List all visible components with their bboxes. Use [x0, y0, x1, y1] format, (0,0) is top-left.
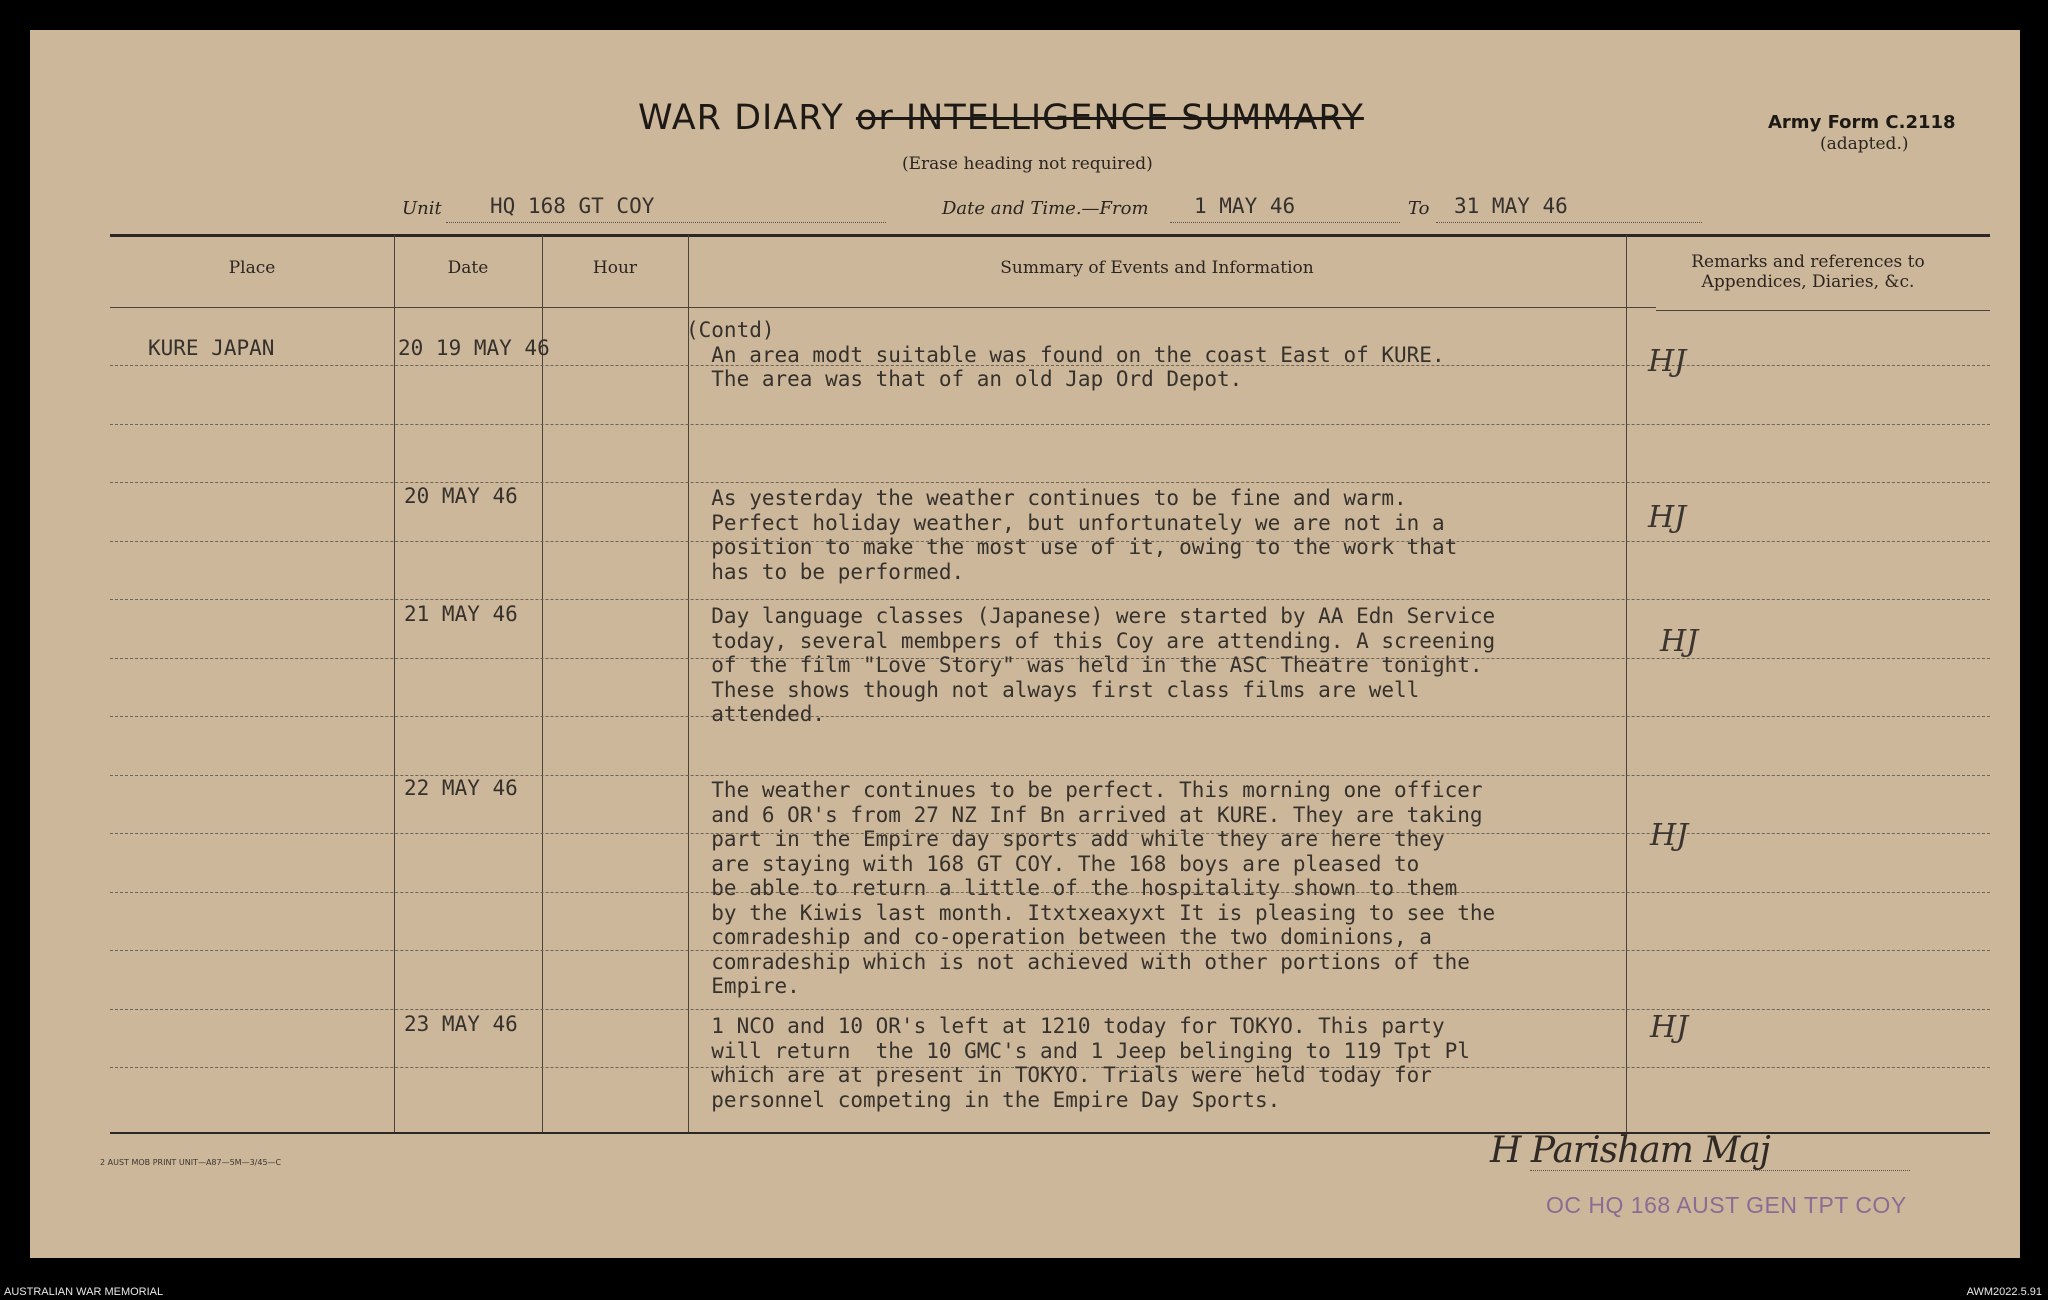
- title-main: WAR DIARY: [638, 98, 844, 138]
- entry-summary: [686, 604, 1495, 727]
- summary-line: 1 NCO and 10 OR's left at 1210 today for TOKYO. This party: [686, 1014, 1445, 1038]
- title-struck: or INTELLIGENCE SUMMARY: [855, 98, 1364, 138]
- signature-line: [1530, 1170, 1910, 1171]
- col-header-remarks: [1626, 252, 1990, 292]
- summary-line: and 6 OR's from 27 NZ Inf Bn arrived at KURE. They are taking: [686, 802, 1483, 827]
- summary-line: These shows though not always first class films are well: [686, 677, 1420, 702]
- header-bottom-rule: [110, 307, 1656, 308]
- summary-line: Day language classes (Japanese) were started by AA Edn Service: [686, 604, 1496, 628]
- summary-line: An area modt suitable was found on the coast East of KURE.: [686, 342, 1445, 367]
- col-header-summary: Summary of Events and Information: [1000, 258, 1314, 278]
- summary-line: part in the Empire day sports add while they are here they: [686, 827, 1445, 851]
- form-number: Army Form C.2118: [1768, 112, 1956, 133]
- date-from-value: 1 MAY 46: [1194, 194, 1296, 218]
- date-to-label: To: [1408, 198, 1430, 219]
- summary-line: (Contd): [686, 318, 775, 342]
- date-from-label: Date and Time.—From: [942, 198, 1149, 219]
- ruling-line: [110, 424, 1990, 425]
- unit-label: Unit: [402, 198, 442, 219]
- form-adapted: (adapted.): [1820, 134, 1909, 154]
- ruling-line: [110, 599, 1990, 600]
- col-divider-summary: [1626, 235, 1627, 1132]
- diary-page: [30, 30, 2020, 1258]
- summary-line: will return the 10 GMC's and 1 Jeep belinging to 119 Tpt Pl: [686, 1038, 1470, 1063]
- entry-date: 23 MAY 46: [404, 1012, 518, 1036]
- entry-date: 20 19 MAY 46: [398, 336, 550, 360]
- entry-initials: HJ: [1650, 1010, 1689, 1045]
- entry-summary: [686, 1014, 1470, 1112]
- col-header-date: Date: [447, 258, 489, 278]
- summary-line: be able to return a little of the hospitality shown to them: [686, 876, 1458, 900]
- summary-line: The area was that of an old Jap Ord Depot.: [686, 367, 1243, 391]
- unit-stamp: OC HQ 168 AUST GEN TPT COY: [1546, 1192, 1907, 1218]
- summary-line: Perfect holiday weather, but unfortunately we are not in a: [686, 510, 1445, 535]
- summary-line: As yesterday the weather continues to be fine and warm.: [686, 486, 1407, 510]
- ruling-line: [110, 1009, 1990, 1010]
- entry-date: 20 MAY 46: [404, 484, 518, 508]
- summary-line: comradeship and co-operation between the two dominions, a: [686, 925, 1432, 949]
- remarks-header-line2: Appendices, Diaries, &c.: [1701, 272, 1915, 292]
- footer-source: AUSTRALIAN WAR MEMORIAL: [4, 1286, 164, 1298]
- entry-initials: HJ: [1650, 818, 1689, 853]
- summary-line: personnel competing in the Empire Day Sports.: [686, 1087, 1281, 1112]
- entry-summary: [686, 778, 1495, 999]
- erase-note: (Erase heading not required): [902, 154, 1153, 174]
- remarks-header-rule: [1656, 310, 1990, 311]
- entry-initials: HJ: [1648, 344, 1687, 379]
- remarks-header-line1: Remarks and references to: [1691, 252, 1925, 272]
- summary-line: today, several membpers of this Coy are attending. A screening: [686, 628, 1496, 653]
- officer-signature: H Parisham Maj: [1490, 1130, 1770, 1171]
- date-to-value: 31 MAY 46: [1454, 194, 1568, 218]
- footer-accession: AWM2022.5.91: [1966, 1286, 2042, 1298]
- summary-line: by the Kiwis last month. Itxtxeaxyxt It is pleasing to see the: [686, 900, 1496, 925]
- summary-line: position to make the most use of it, owing to the work that: [686, 535, 1458, 559]
- summary-line: attended.: [686, 702, 826, 726]
- ruling-line: [110, 775, 1990, 776]
- entry-initials: HJ: [1660, 624, 1699, 659]
- summary-line: which are at present in TOKYO. Trials were held today for: [686, 1063, 1432, 1087]
- ruling-line: [110, 482, 1990, 483]
- col-divider-place: [394, 235, 395, 1132]
- summary-line: Empire.: [686, 974, 800, 998]
- entry-place: KURE JAPAN: [148, 336, 275, 360]
- entry-summary: [686, 486, 1457, 584]
- form-title: [638, 98, 1364, 138]
- entry-date: 21 MAY 46: [404, 602, 518, 626]
- col-divider-date: [542, 235, 543, 1132]
- printer-imprint: 2 AUST MOB PRINT UNIT—A87—5M—3/45—C: [100, 1158, 282, 1167]
- entry-initials: HJ: [1648, 500, 1687, 535]
- summary-line: of the film "Love Story" was held in the ASC Theatre tonight.: [686, 653, 1483, 677]
- col-header-place: Place: [228, 258, 276, 278]
- unit-value: HQ 168 GT COY: [490, 194, 655, 218]
- entry-date: 22 MAY 46: [404, 776, 518, 800]
- summary-line: comradeship which is not achieved with other portions of the: [686, 949, 1470, 974]
- table-top-rule: [110, 234, 1990, 237]
- summary-line: has to be performed.: [686, 559, 965, 584]
- summary-line: are staying with 168 GT COY. The 168 boys are pleased to: [686, 851, 1420, 876]
- entry-summary: [686, 318, 1445, 392]
- summary-line: The weather continues to be perfect. This morning one officer: [686, 778, 1483, 802]
- col-header-hour: Hour: [592, 258, 638, 278]
